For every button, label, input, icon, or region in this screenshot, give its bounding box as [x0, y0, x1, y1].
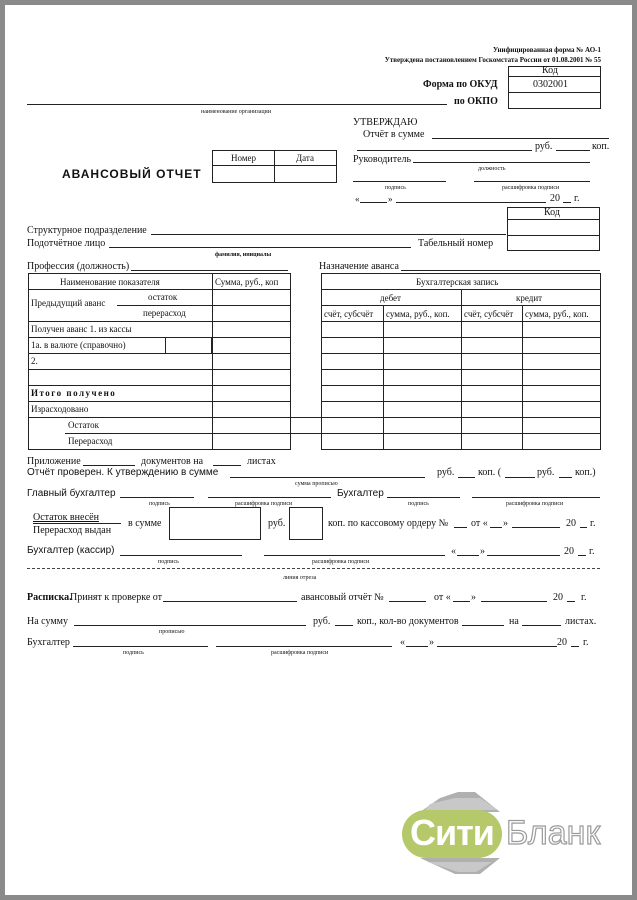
advance-purpose-label: Назначение аванса: [319, 261, 399, 272]
receipt2-month-field[interactable]: [437, 646, 557, 647]
cashier-month-field[interactable]: [487, 555, 560, 556]
credit-account-header: счёт, субсчёт: [464, 309, 514, 319]
okud-label: Форма по ОКУД: [423, 79, 498, 90]
debit-header: дебет: [380, 293, 401, 303]
report-sum-field[interactable]: [432, 138, 609, 139]
manager-position-field[interactable]: [413, 162, 590, 163]
okpo-label: по ОКПО: [454, 96, 498, 107]
receipt-sum-words-field[interactable]: [74, 625, 306, 626]
check-kop-label: коп. (: [478, 467, 502, 478]
signature-caption: подпись: [385, 185, 406, 191]
approve-year-field[interactable]: [563, 202, 571, 203]
receipt-report-no-label: авансовый отчёт №: [301, 592, 384, 603]
cut-line-caption: линия отреза: [283, 575, 317, 581]
position-caption: должность: [478, 166, 506, 172]
cashier-date-open: «: [451, 546, 456, 557]
year-label: 20: [550, 193, 560, 204]
profession-label: Профессия (должность): [27, 261, 130, 272]
prev-remainder-label: остаток: [148, 292, 178, 302]
date-quote-open: «: [355, 194, 360, 204]
credit-header: кредит: [516, 293, 543, 303]
currency-label: 1а. в валюте (справочно): [31, 340, 126, 350]
receipt-year-label: 20: [553, 592, 563, 603]
check-kop2-field[interactable]: [559, 477, 572, 478]
cash-order-from-label: от «: [471, 518, 488, 529]
receipt-rub-label: руб.: [313, 616, 331, 627]
approve-month-field[interactable]: [396, 202, 546, 203]
cash-order-year-label: 20: [566, 518, 576, 529]
doc-number-field[interactable]: [213, 166, 273, 182]
check-rub2-field[interactable]: [505, 477, 535, 478]
okud-value: 0302001: [533, 79, 568, 90]
credit-amount-header: сумма, руб., коп.: [525, 309, 589, 319]
person-code-label: Код: [544, 207, 560, 218]
col-name-header: Наименование показателя: [60, 277, 160, 287]
cash-order-year-suffix: г.: [590, 518, 596, 529]
receipt-year-field[interactable]: [567, 601, 575, 602]
receipt-month-field[interactable]: [481, 601, 547, 602]
manager-signature-field[interactable]: [353, 181, 446, 182]
over-label: Перерасход: [68, 436, 113, 446]
kop-field[interactable]: [556, 150, 590, 151]
receipt-from-label: от «: [434, 592, 451, 603]
docs-on-label: документов на: [141, 456, 204, 467]
report-sum-label: Отчёт в сумме: [363, 129, 425, 140]
col-sum-header: Сумма, руб., коп: [215, 277, 279, 287]
cashier-label: Бухгалтер (кассир): [27, 545, 115, 556]
cash-order-day-field[interactable]: [490, 527, 502, 528]
receipt-kop-field[interactable]: [335, 625, 353, 626]
doc-date-label: Дата: [296, 153, 314, 163]
debit-amount-header: сумма, руб., коп.: [386, 309, 450, 319]
received-label: Получен аванс 1. из кассы: [31, 324, 132, 334]
cashier-date-close: »: [480, 546, 485, 557]
receipt2-date-open: «: [400, 637, 405, 648]
org-name-field[interactable]: [27, 104, 447, 105]
rest-label: Остаток: [68, 420, 99, 430]
checked-label: Отчёт проверен. К утверждению в сумме: [27, 467, 219, 478]
cashier-decoding-caption: расшифровка подписи: [312, 559, 370, 565]
cashier-signature-field[interactable]: [120, 555, 242, 556]
decoding-caption: расшифровка подписи: [502, 185, 560, 191]
receipt-year-suffix: г.: [581, 592, 587, 603]
advance-purpose-field[interactable]: [401, 270, 600, 271]
check-rub-label: руб.: [437, 467, 455, 478]
attachment-sheets-field[interactable]: [213, 465, 241, 466]
receipt-decoding-field[interactable]: [216, 646, 392, 647]
receipt-sheets-field[interactable]: [522, 625, 561, 626]
receipt-report-number-field[interactable]: [389, 601, 426, 602]
over-given-label: Перерасход выдан: [33, 525, 112, 536]
check-kop2-label: коп.): [575, 467, 596, 478]
in-sum-label: в сумме: [128, 518, 162, 529]
chief-decoding-caption: расшифровка подписи: [235, 501, 293, 507]
org-caption: наименование организации: [201, 109, 271, 115]
chief-accountant-label: Главный бухгалтер: [27, 488, 116, 499]
checked-sum-field[interactable]: [230, 477, 425, 478]
date-quote-close: »: [388, 194, 393, 204]
debit-account-header: счёт, субсчёт: [324, 309, 374, 319]
receipt-label: Расписка.: [27, 592, 72, 603]
receipt-accepted-label: Принят к проверке от: [70, 592, 162, 603]
sheets-label: листах: [247, 456, 276, 467]
receipt-signature-caption: подпись: [123, 650, 144, 656]
prev-advance-label: Предыдущий аванс: [31, 298, 106, 308]
accountant-label: Бухгалтер: [337, 488, 384, 499]
spent-label: Израсходовано: [31, 404, 89, 414]
receipt-day-field[interactable]: [453, 601, 470, 602]
sum-box-rub[interactable]: [169, 507, 261, 540]
receipt-docs-count-field[interactable]: [462, 625, 504, 626]
year-suffix: г.: [574, 193, 580, 204]
receipt-decoding-caption: расшифровка подписи: [271, 650, 329, 656]
receipt2-year-label: 20: [557, 637, 567, 648]
accounting-heading: Бухгалтерская запись: [416, 277, 499, 287]
approve-day-field[interactable]: [360, 202, 387, 203]
receipt-signature-field[interactable]: [73, 646, 208, 647]
approve-heading: УТВЕРЖДАЮ: [353, 117, 418, 128]
chief-decoding-field[interactable]: [208, 497, 331, 498]
chief-signature-field[interactable]: [120, 497, 194, 498]
cashier-signature-caption: подпись: [158, 559, 179, 565]
attachment-label: Приложение: [27, 456, 81, 467]
name-caption: фамилия, инициалы: [215, 252, 272, 258]
accountant-signature-caption: подпись: [408, 501, 429, 507]
sum-rub-label: руб.: [268, 518, 286, 529]
doc-number-label: Номер: [231, 153, 257, 163]
total-label: Итого получено: [31, 388, 117, 398]
receipt-on-label: на: [509, 616, 519, 627]
accountant-decoding-caption: расшифровка подписи: [506, 501, 564, 507]
chief-signature-caption: подпись: [149, 501, 170, 507]
check-kop-field[interactable]: [458, 477, 475, 478]
receipt-date-close: »: [471, 592, 476, 603]
prev-overspend-label: перерасход: [143, 308, 186, 318]
department-label: Структурное подразделение: [27, 225, 147, 236]
receipt2-date-close: »: [429, 637, 434, 648]
cashier-year-suffix: г.: [589, 546, 595, 557]
receipt2-year-suffix: г.: [583, 637, 589, 648]
receipt-accountant-label: Бухгалтер: [27, 637, 70, 648]
accountant-decoding-field[interactable]: [472, 497, 600, 498]
manager-label: Руководитель: [353, 154, 412, 165]
report-sum-field-2[interactable]: [357, 150, 532, 151]
rest-paid-label: Остаток внесён: [33, 512, 99, 523]
department-field[interactable]: [151, 234, 506, 235]
rub-label: руб.: [535, 141, 553, 152]
manager-decoding-field[interactable]: [474, 181, 590, 182]
accountant-signature-field[interactable]: [387, 497, 460, 498]
sum-words-caption: сумма прописью: [295, 481, 338, 487]
attachment-count-field[interactable]: [83, 465, 135, 466]
kop-label: коп.: [592, 141, 610, 152]
check-rub2-label: руб.: [537, 467, 555, 478]
receipt-words-caption: прописью: [159, 629, 185, 635]
receipt2-day-field[interactable]: [406, 646, 428, 647]
profession-field[interactable]: [131, 270, 288, 271]
logo-part2: Бланк: [506, 814, 601, 852]
tab-number-label: Табельный номер: [418, 238, 494, 249]
accountable-label: Подотчётное лицо: [27, 238, 106, 249]
receipt2-year-field[interactable]: [571, 646, 579, 647]
citiblank-logo: [400, 790, 625, 880]
receipt-sum-label: На сумму: [27, 616, 68, 627]
accountable-field[interactable]: [109, 247, 411, 248]
cash-order-number-field[interactable]: [454, 527, 467, 528]
cashier-decoding-field[interactable]: [264, 555, 445, 556]
receipt-accepted-from-field[interactable]: [163, 601, 297, 602]
receipt-kop-docs-label: коп., кол-во документов: [357, 616, 459, 627]
sum-box-kop[interactable]: [289, 507, 323, 540]
cut-line: [27, 568, 600, 569]
cash-order-year-field[interactable]: [580, 527, 587, 528]
doc-date-field[interactable]: [275, 166, 336, 182]
unified-form-label: Унифицированная форма № АО-1: [492, 46, 601, 54]
currency-field[interactable]: [165, 337, 212, 354]
cashier-year-label: 20: [564, 546, 574, 557]
code-label: Код: [542, 65, 558, 76]
cash-order-label: коп. по кассовому ордеру №: [328, 518, 449, 529]
cash-order-close: »: [503, 518, 508, 529]
cashier-year-field[interactable]: [578, 555, 586, 556]
cash-order-month-field[interactable]: [512, 527, 560, 528]
receipt-sheets-label: листах.: [565, 616, 597, 627]
row2-label: 2.: [31, 356, 38, 366]
cashier-day-field[interactable]: [457, 555, 479, 556]
logo-part1: Сити: [410, 812, 494, 853]
page-title: АВАНСОВЫЙ ОТЧЕТ: [62, 167, 202, 181]
approved-by-label: Утверждена постановлением Госкомстата России от 01.08.2001 № 55: [384, 56, 601, 64]
